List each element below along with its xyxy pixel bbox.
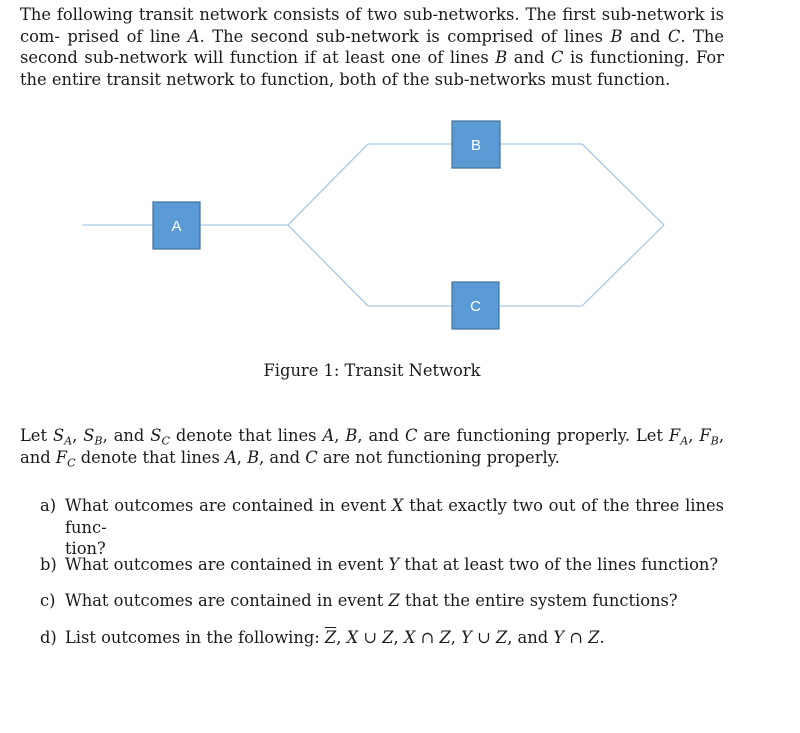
question-b <box>40 554 724 576</box>
math-var: A <box>187 26 200 46</box>
math-expr: X ∩ Z <box>403 628 451 647</box>
punct: , <box>688 426 700 445</box>
math-var: A <box>322 426 335 445</box>
intro-line: prised of line <box>67 26 188 46</box>
math-var: Z <box>388 591 400 610</box>
definitions-paragraph <box>20 425 724 468</box>
def-text: denote that lines <box>169 426 323 445</box>
punct: , <box>72 426 84 445</box>
subscript: A <box>64 434 73 448</box>
intro-line: is functioning. For the entire <box>20 48 725 89</box>
intro-paragraph <box>20 4 724 90</box>
punct: . <box>599 628 605 647</box>
q-text: tion? <box>65 539 106 558</box>
def-text: denote that lines <box>75 447 225 467</box>
intro-line: . The second <box>20 26 724 67</box>
intro-line: transit network to function, both of the sub-networks must function. <box>106 69 671 89</box>
math-var: C <box>667 26 681 46</box>
q-text: that the entire system functions? <box>399 591 678 610</box>
q-text: List outcomes in the following: <box>65 628 325 647</box>
math-expr: X ∪ Z <box>346 628 394 647</box>
question-label: c) <box>40 591 56 610</box>
subscript: C <box>161 434 170 448</box>
punct: , <box>236 447 248 467</box>
math-var: S <box>83 426 95 445</box>
q-text: What outcomes are contained in event <box>65 555 389 574</box>
subscript: C <box>67 455 76 469</box>
line-a-label: A <box>171 218 182 235</box>
connector-line <box>288 225 368 306</box>
math-var: S <box>52 426 65 445</box>
punct: , <box>450 628 462 647</box>
question-d <box>40 627 724 649</box>
line-a-box <box>153 202 200 249</box>
q-text: What outcomes are contained in event <box>65 496 392 515</box>
subscript: B <box>710 434 719 448</box>
intro-line: . The second sub-network is comprised of lines <box>199 26 611 46</box>
subscript: A <box>680 434 689 448</box>
conj: , and <box>259 447 306 467</box>
math-var: X <box>391 496 404 515</box>
math-var: C <box>405 426 418 445</box>
q-text: that exactly two out of the three lines func- <box>65 496 724 537</box>
punct: , <box>336 628 347 647</box>
question-a <box>40 495 724 560</box>
question-text <box>65 554 724 576</box>
question-label: b) <box>40 555 57 574</box>
conj: and <box>622 26 668 46</box>
conj: , and <box>507 628 554 647</box>
math-expr: Y ∩ Z <box>553 628 600 647</box>
math-expr: Y ∪ Z <box>461 628 508 647</box>
math-var: S <box>150 426 162 445</box>
math-var: C <box>305 447 318 467</box>
math-var: F <box>699 426 711 445</box>
conj: and <box>507 48 551 67</box>
math-var: F <box>55 447 68 467</box>
def-text: are functioning properly. Let <box>417 426 669 445</box>
q-text: What outcomes are contained in event <box>65 591 389 610</box>
question-text <box>65 495 724 560</box>
punct: , <box>393 628 404 647</box>
def-text: and <box>20 447 56 467</box>
math-var: A <box>224 447 237 467</box>
subscript: B <box>94 434 103 448</box>
line-b-box <box>452 121 500 168</box>
math-var: B <box>495 48 508 67</box>
transit-network-figure <box>0 110 800 350</box>
punct: , <box>718 426 724 445</box>
punct: , <box>334 426 346 445</box>
question-text <box>65 627 724 649</box>
conj: , and <box>102 426 151 445</box>
question-text <box>65 590 724 612</box>
math-var: Y <box>388 555 400 574</box>
question-c <box>40 590 724 612</box>
connector-line <box>582 225 664 306</box>
line-b-label: B <box>470 137 482 154</box>
math-var: F <box>668 426 681 445</box>
question-label: d) <box>40 628 57 647</box>
math-var: B <box>610 26 623 46</box>
connector-line <box>288 144 368 225</box>
question-label: a) <box>40 496 57 515</box>
math-var: C <box>550 48 564 67</box>
math-expr: $\overline{Z}$ <box>324 628 337 647</box>
line-c-box <box>452 282 499 329</box>
conj: , and <box>357 426 406 445</box>
q-text: that at least two of the lines function? <box>399 555 719 574</box>
math-var: B <box>247 447 260 467</box>
figure-caption: Figure 1: Transit Network <box>263 361 481 380</box>
def-text: are not functioning properly. <box>317 447 560 467</box>
math-var: B <box>345 426 358 445</box>
def-text: Let <box>20 426 53 445</box>
connector-line <box>582 144 664 225</box>
intro-line: The following transit network consists of two sub-networks. The first sub-network is com- <box>20 5 724 46</box>
intro-line: sub-network will function if at least one of lines <box>84 48 496 67</box>
line-c-label: C <box>470 298 481 315</box>
